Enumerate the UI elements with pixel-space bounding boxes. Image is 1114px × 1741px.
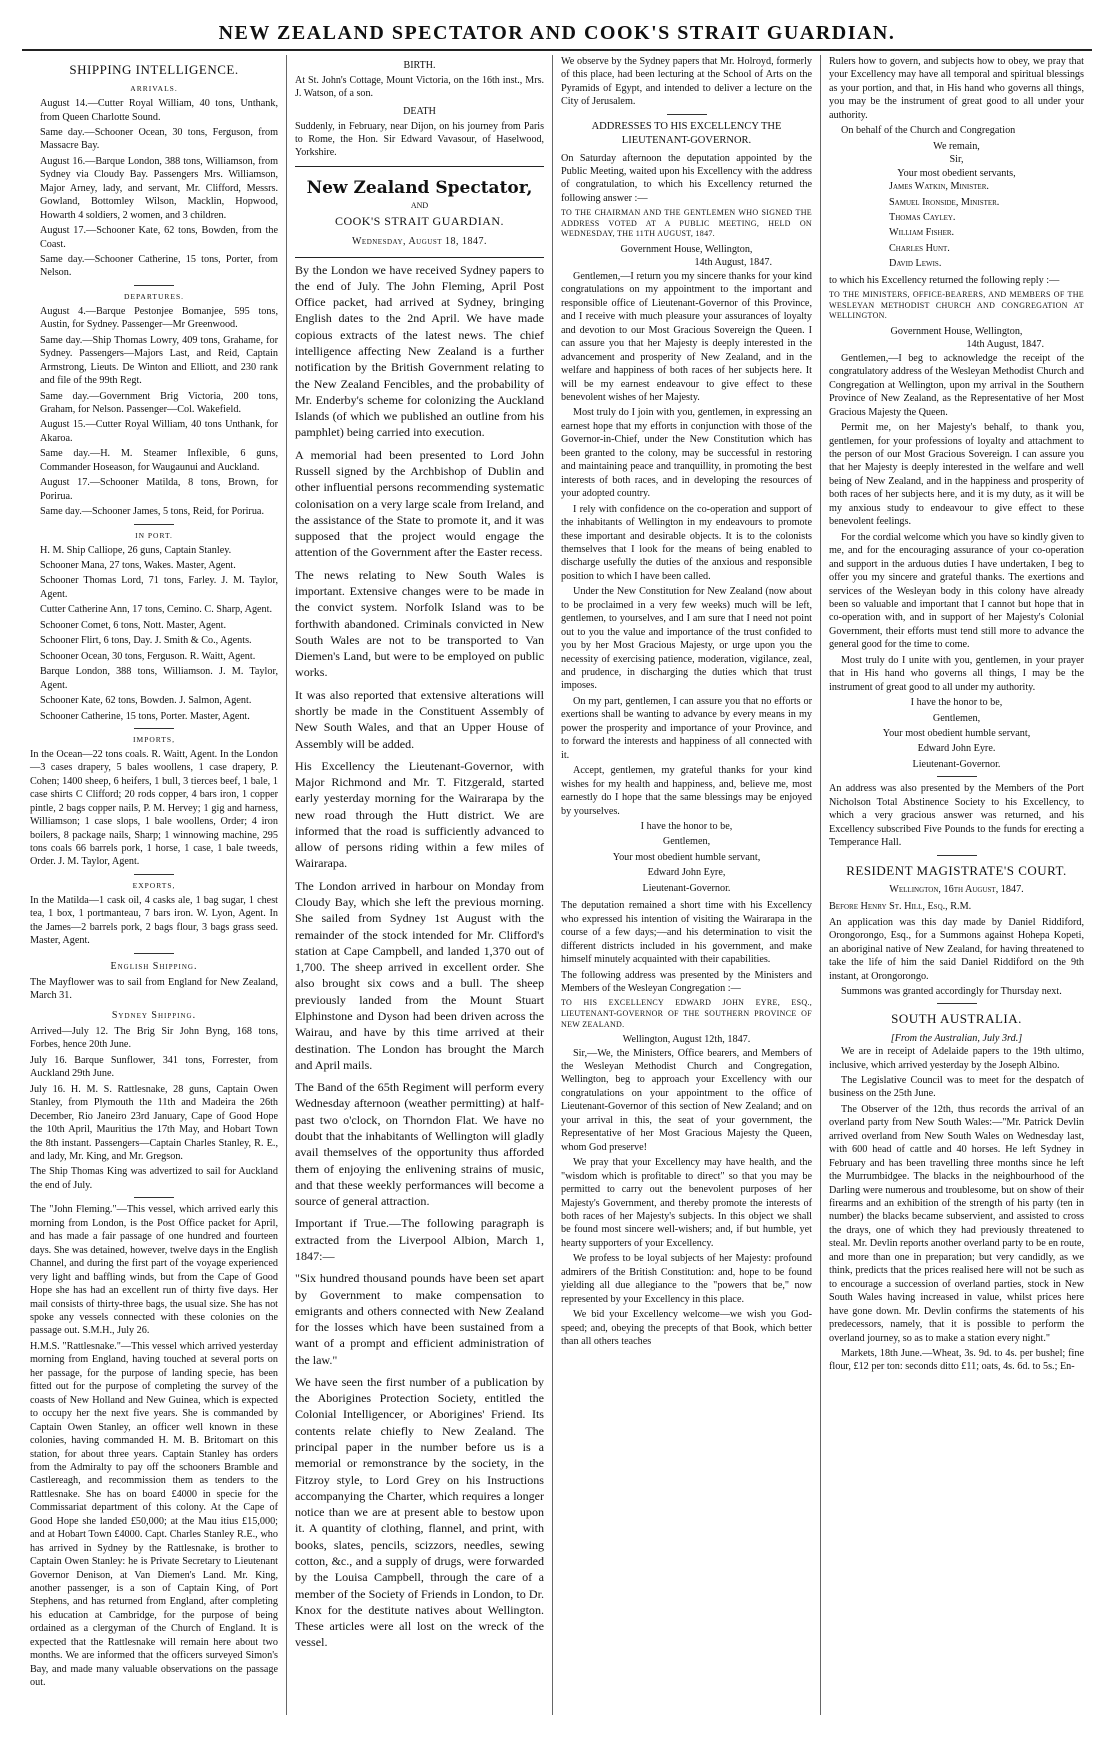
exports-heading: EXPORTS, — [132, 880, 176, 890]
rattlesnake-article: H.M.S. "Rattlesnake."—This vessel which arrived yesterday morning from England, having touched at several ports on her passage, for the purpose of landing specie, has been fitted out for the purpose of completing the survey of the coasts of New Holland and New Guinea, which is expected to occupy her the next five years. She is commanded by Captain Owen Stanley, an officer well known in these colonies, having commanded H. M. B. Britomart on this station, for about three years. Captain Stanley has orders from the Admiralty to pay off the schooners Bramble and Castlereagh, and recommission them as tenders to the Rattlesnake. She has on board £4000 in specie for the Commissariat department of this colony. At the Cape of Good Hope she landed £50,000; at the Mau itius £15,000; and at Hobart Town £4000. Capt. Charles Stanley R.E., who has arrived in Sydney by the Rattlesnake, is brother to Captain Owen Stanley: he is Private Secretary to Lieutenant Governor Denison, at Van Diemen's Land. Mr. King, another passenger, is a son of Captain King, of Port Stephens, and has returned from England, after completing his education at Cambridge, for the purpose of being ordained as a clergyman of the Church of England. It is expected that the Rattlesnake will remain here about two months. We are informed that the officers surveyed Simon's Bay, and made many valuable observations on the passage out. — [30, 1340, 278, 1689]
servants-line: Your most obedient servants, — [897, 167, 1016, 179]
paragraph: Edward John Eyre, — [647, 867, 726, 879]
rm-summons: Summons was granted accordingly for Thursday next. — [841, 985, 1062, 997]
rm-before: Before Henry St. Hill, Esq., R.M. — [829, 901, 972, 913]
editorial-and: AND — [410, 201, 429, 211]
divider — [937, 1003, 977, 1004]
paragraph: Same day.—Schooner Ocean, 30 tons, Ferguson, from Massacre Bay. — [40, 126, 278, 152]
reply-date: 14th August, 1847. — [966, 339, 1044, 351]
paragraph: Permit me, on her Majesty's behalf, to thank you, gentlemen, for your professions of loyalty and attachment to the person of our Most Gracious Sovereign. I can assure you that her Majesty is deeply interested in the welfare and well being of New Zealand, and in the happiness and prosperity of both races of her subjects here, and it is my duty, as it will be my anxious study to endeavour to give effect to these benevolent feelings. — [829, 422, 1084, 528]
paragraph: The Ship Thomas King was advertized to sail for Auckland the end of July. — [30, 1166, 278, 1191]
rm-application: An application was this day made by Daniel Riddiford, Orongorongo, Esq., for a Summons against Hohepa Kopeti, an aboriginal native of New Zealand, for having threatened to take the life of him the said Daniel Riddiford on the 9th instant, at Orongorongo. — [829, 916, 1084, 982]
temperance-paragraph: An address was also presented by the Members of the Port Nicholson Total Abstinence Society to his Excellency, to which a very gracious answer was returned, and his Excellency subscribed Five Pounds to the funds for erecting a Temperance Hall. — [829, 783, 1084, 849]
paragraph: Schooner Comet, 6 tons, Nott. Master, Agent. — [40, 619, 227, 631]
paragraph: Schooner Thomas Lord, 71 tons, Farley. J. M. Taylor, Agent. — [40, 575, 278, 600]
reply-letter — [561, 270, 812, 818]
paragraph: Gentlemen,—I beg to acknowledge the receipt of the congratulatory address of the Wesleyan Methodist Church and Congregation at Wellington, upon my arrival in the Southern Province of New Zealand, as the Representative of her Most Gracious Majesty the Queen. — [829, 352, 1084, 418]
paragraph: On my part, gentlemen, I can assure you that no efforts or exertions shall be wanting to advance by every means in my power the prosperity and importance of your Province, and to forward the interests and happiness of all connected with it. — [561, 695, 812, 761]
editorial-subtitle: COOK'S STRAIT GUARDIAN. — [334, 213, 505, 228]
south-australia-paras — [829, 1045, 1084, 1374]
sydney-list — [30, 1025, 278, 1192]
paragraph: July 16. H. M. S. Rattlesnake, 28 guns, Captain Owen Stanley, from Plymouth the 11th and Madeira the 26th December, Rio Janeiro 23rd January, Cape of Good Hope the 10th April, Mauritius the 17th May, and Hobart Town the 8th instant. Passengers—Captain Charles Stanley, R. E., and lady, Mr. King, and Mr. Gregson. — [30, 1083, 278, 1162]
editorial-date: Wednesday, August 18, 1847. — [351, 236, 488, 248]
deputation-remained-paragraph: The deputation remained a short time with his Excellency who expressed his intention of visiting the Wairarapa in the course of a few days;—and his determination to visit the different districts included in his government, and make himself minutely acquainted with their capabilities. — [561, 900, 812, 966]
paragraph: His Excellency the Lieutenant-Governor, with Major Richmond and Mr. T. Fitzgerald, started early yesterday morning for the Wairarapa by the new road through the Hutt district. We are informed that the road is sufficiently advanced to allow of persons riding within a few miles of Wairarapa. — [295, 758, 544, 871]
paragraph: David Lewis. — [889, 258, 942, 270]
paragraph: We profess to be loyal subjects of her Majesty: profound admirers of the British Constitution: and, hope to be found yielding all due allegiance to the "powers that be," now represented by your Excellency in this place. — [561, 1253, 812, 1305]
death-heading: DEATH — [403, 105, 436, 117]
paragraph: Thomas Cayley. — [889, 211, 956, 223]
english-shipping-text: The Mayflower was to sail from England for New Zealand, March 31. — [30, 976, 278, 1002]
paragraph: Accept, gentlemen, my grateful thanks for your kind wishes for my health and happiness, and, believe me, most earnestly do I hope that the same blessings may be enjoyed by yourselves. — [561, 765, 812, 817]
paragraph: The news relating to New South Wales is important. Extensive changes were to be made in the convict system. Norfolk Island was to be forthwith abandoned. Criminals convicted in New South Wales are not to be transported to Van Diemen's Land, but were to be employed on public works. — [295, 567, 544, 680]
paragraph: Important if True.—The following paragraph is extracted from the Liverpool Albion, March 1, 1847:— — [295, 1216, 544, 1263]
divider — [134, 874, 174, 875]
sydney-shipping-heading: Sydney Shipping. — [111, 1009, 197, 1021]
wesleyan-letter — [561, 1047, 812, 1349]
paragraph: Schooner Flirt, 6 tons, Day. J. Smith & Co., Agents. — [40, 635, 252, 647]
divider — [134, 1197, 174, 1198]
paragraph: August 14.—Cutter Royal William, 40 tons, Unthank, from Queen Charlotte Sound. — [40, 98, 278, 123]
wesleyan-letter-continued: Rulers how to govern, and subjects how to obey, we pray that your Excellency may have all temporal and spiritual blessings as your portion, and that, in His hand who governs all things, you may be the instrument of great good to all under your authority. — [829, 56, 1084, 121]
south-australia-heading: SOUTH AUSTRALIA. — [891, 1011, 1022, 1027]
imports-text: In the Ocean—22 tons coals. R. Waitt, Agent. In the London—3 cases drapery, 5 bales woollens, 1 case drapery, P. Cohen; 1400 sheep, 6 heifers, 1 bull, 3 tierces beef, 1 bale, 1 case shirts C Clifford; 20 rods copper, 4 bars iron, 1 copper pintle, 2 bags copper nails, P. M. Hervey; 1 gig and harness, Williamson; 1 case slops, 1 bale woollens, Order; 4 iron boilers, 8 package nails, Sharp; 1 winnowing machine, 295 tons coals 66 barrels pork, 1 horse, 1 case, 1 bale tweeds, Order. J. M. Taylor, Agent. — [30, 748, 278, 868]
paragraph: Lieutenant-Governor. — [642, 882, 731, 894]
paragraph: Most truly do I unite with you, gentlemen, in your prayer that in His hand who governs all things, I may be the instrument of great good to all under my authority. — [829, 654, 1084, 693]
paragraph: It was also reported that extensive alterations will shortly be made in the Constituent Assembly of New South Wales, and that an Upper House of Assembly will be added. — [295, 687, 544, 751]
paragraph: I have the honor to be, — [910, 697, 1003, 709]
paragraph: We bid your Excellency welcome—we wish you God-speed; and, obeying the precepts of that Book, which better than all others teaches — [561, 1309, 812, 1348]
paragraph: Your most obedient humble servant, — [882, 728, 1031, 740]
wesleyan-place: Wellington, August 12th, 1847. — [622, 1034, 751, 1046]
departures-heading: DEPARTURES. — [123, 291, 185, 301]
paragraph: Schooner Kate, 62 tons, Bowden. J. Salmon, Agent. — [40, 695, 252, 707]
south-australia-source: [From the Australian, July 3rd.] — [890, 1032, 1023, 1044]
wesleyan-recipient: TO HIS EXCELLENCY EDWARD JOHN EYRE, ESQ., LIEUTENANT-GOVERNOR OF THE SOUTHERN PROVINCE OF NEW ZEALAND. — [561, 998, 812, 1029]
column-shipping — [22, 55, 286, 1715]
paragraph: August 4.—Barque Pestonjee Bomanjee, 595 tons, Austin, for Sydney. Passenger—Mr Greenwood. — [40, 305, 278, 331]
divider — [134, 524, 174, 525]
divider — [295, 166, 544, 167]
paragraph: Cutter Catherine Ann, 17 tons, Cemino. C. Sharp, Agent. — [40, 604, 273, 616]
paragraph: Most truly do I join with you, gentlemen, in expressing an earnest hope that my efforts in conjunction with those of the Governor-in-Chief, under the New Constitution which has been granted to the colony, may be successful in restoring and maintaining peace and tranquillity, in promoting the best interests of both races, and in developing the resources of your adopted country. — [561, 407, 812, 500]
column-editorial — [286, 55, 552, 1715]
rm-date: Wellington, 16th August, 1847. — [889, 883, 1024, 895]
paragraph: Same day.—H. M. Steamer Inflexible, 6 guns, Commander Hoseason, for Waugaunui and Auckland. — [40, 448, 278, 473]
we-remain: We remain, — [933, 140, 980, 152]
paragraph: August 16.—Barque London, 388 tons, Williamson, from Sydney via Cloudy Bay. Passengers Mrs. Williamson, Major Arney, lady, and servant, Mr. Clifford, Messrs. Gowland, Bottomley Wilson, Macklin, Hopwood, Howarth 4 soldiers, 2 women, and 3 children. — [40, 155, 278, 221]
wesleyan-intro: The following address was presented by the Ministers and Members of the Wesleyan Congregation :— — [561, 969, 812, 994]
inport-list — [30, 544, 278, 723]
reply-intro: to which his Excellency returned the following reply :— — [829, 274, 1060, 286]
paragraph: I rely with confidence on the co-operation and support of the inhabitants of Wellington in my endeavours to promote these important and desirable objects. It is to the colonists themselves that I look for the means of being enabled to discharge usefully the duties of the anxious and responsible position to which I have been called. — [561, 503, 812, 582]
paragraph: Charles Hunt. — [889, 242, 950, 254]
paragraph: We pray that your Excellency may have health, and the "wisdom which is profitable to direct" so that you may be permitted to carry out the benevolent purposes of her Majesty's Government, and thereby promote the interests of both races of her Majesty's subjects. In this object we shall be found most sincere well-wishers; and, if but humble, yet hearty supporters of your Excellency. — [561, 1157, 812, 1249]
paragraph: Markets, 18th June.—Wheat, 3s. 9d. to 4s. per bushel; fine flour, £12 per ton: seconds ditto £11; oats, 4s. 6d. to 5s.; En- — [829, 1348, 1084, 1373]
paragraph: The Observer of the 12th, thus records the arrival of an overland party from New South Wales:—"Mr. Patrick Devlin arrived overland from New South Wales on Wednesday last, with 600 head of cattle and 40 horses. He left Sydney in February and has been travelling three months since he left the Murrumbidgee. The blacks in the neighbourhood of the Darling were numerous and troublesome, but on show of their firearms and an exhibition of the strength of his party (ten in number) the blacks became subservient, and assisted to cross the drays, one of which they had previously threatened to steal. Mr. Devlin reports another overland party to be en route, and more than one in preparation; but very candidly, as we think, predicts that the prices realised here will not be such as to encourage a succession of overland parties, stock in New South Wales having increased in value, whilst prices here have gone down. Mr. Devlin confirms the statements of his predecessors, namely, that it is possible to perform the overland journey, so as to make a station every night." — [829, 1103, 1084, 1344]
letter-date: 14th August, 1847. — [694, 257, 772, 269]
paragraph: Under the New Constitution for New Zealand (now about to be proclaimed in a very few weeks) much will be left, gentlemen, to yourselves, and I am sure that I need not point out to you the value and importance of the trust confided to you by her Most Gracious Majesty, or urge upon you the necessity of exercising patience, moderation, vigilance, zeal, and prudence, in discharging the duties which that trust imposes. — [561, 586, 812, 692]
paragraph: Sir,—We, the Ministers, Office bearers, and Members of the Wesleyan Methodist Church and Congregation, Wellington, beg to approach your Excellency with our congratulations on your appointment to the office of Lieutenant-Governor of this section of New Zealand; and on your arrival in this, the seat of your government, the Representative of her Most Gracious Majesty the Queen, whom God preserve! — [561, 1047, 812, 1153]
divider — [937, 855, 977, 856]
john-fleming-article: The "John Fleming."—This vessel, which arrived early this morning from London, is the Post Office packet for April, and has made a fair passage of one hundred and fourteen days. She was detained, however, twelve days in the English Channel, and during the first part of the voyage experienced very light and baffling winds, but from the Cape of Good Hope she has had an excellent run of thirty five days. Her mail consists of thirty-three bags, the usual size. She has not spoke any vessels connected with these colonies on the passage out. S.M.H., July 26. — [30, 1204, 278, 1337]
paragraph: Samuel Ironside, Minister. — [889, 196, 1000, 208]
paragraph: James Watkin, Minister. — [889, 181, 989, 193]
paragraph: Gentlemen,—I return you my sincere thanks for your kind congratulations on my appointment to the important and responsible office of Lieutenant-Governor of this Province, and I receive with much pleasure your assurances of loyalty and devotion to our Most Gracious Sovereign the Queen. I can assure you that her Majesty is deeply interested in the advancement and prosperity of New Zealand, and in the welfare and happiness of both races of her subjects here. It will be my earnest endeavour to give effect to these benevolent wishes of her Majesty. — [561, 270, 812, 403]
column-continued — [820, 55, 1092, 1715]
paragraph: A memorial had been presented to Lord John Russell signed by the Archbishop of Dublin and other influential persons recommending systematic colonisation on a very large scale from Ireland, and the assistance of the State to promote it, and it was supposed that the project would engage the attention of the Government after the Easter recess. — [295, 447, 544, 560]
resident-magistrate-heading: RESIDENT MAGISTRATE'S COURT. — [846, 862, 1067, 878]
paragraph: H. M. Ship Calliope, 26 guns, Captain Stanley. — [40, 544, 232, 556]
paragraph: William Fisher. — [889, 227, 955, 239]
addresses-heading: ADDRESSES TO HIS EXCELLENCY THE LIEUTENANT-GOVERNOR. — [591, 120, 782, 146]
paragraph: Same day.—Schooner James, 5 tons, Reid, for Porirua. — [40, 506, 264, 518]
column-addresses — [552, 55, 820, 1715]
reply-recipient: TO THE MINISTERS, OFFICE-BEARERS, AND MEMBERS OF THE WESLEYAN METHODIST CHURCH AND CONGREGATION AT WELLINGTON. — [829, 290, 1084, 321]
address-recipients: TO THE CHAIRMAN AND THE GENTLEMEN WHO SIGNED THE ADDRESS VOTED AT A PUBLIC MEETING, HELD ON WEDNESDAY, THE 11TH AUGUST, 1847. — [561, 208, 812, 239]
divider — [295, 257, 544, 258]
paragraph: August 17.—Schooner Kate, 62 tons, Bowden, from the Coast. — [40, 225, 278, 250]
editorial-title: New Zealand Spectator, — [306, 177, 533, 198]
masthead-rule — [22, 49, 1092, 51]
paragraph: The Band of the 65th Regiment will perform every Wednesday afternoon (weather permitting) at half-past two o'clock, on Thorndon Flat. We have no doubt that the inhabitants of Wellington will gladly avail themselves of the opportunity thus afforded them of enjoying the enlivening strains of music, and that these weekly performances will become a source of general attraction. — [295, 1080, 544, 1209]
paragraph: Edward John Eyre. — [917, 743, 996, 755]
editorial-paragraphs — [295, 262, 544, 1651]
paragraph: Same day.—Ship Thomas Lowry, 409 tons, Grahame, for Sydney. Passengers—Majors Last, and Reid, Captain Armstrong, Lieuts. De Winton and Elliott, and 230 rank and file of the 99th Regt. — [40, 334, 278, 387]
paragraph: Schooner Catherine, 15 tons, Porter. Master, Agent. — [40, 710, 250, 722]
paragraph: August 17.—Schooner Matilda, 8 tons, Brown, for Porirua. — [40, 477, 278, 502]
divider — [134, 285, 174, 286]
paragraph: Gentlemen, — [662, 836, 711, 848]
arrivals-list — [30, 97, 278, 280]
divider — [134, 728, 174, 729]
paragraph: For the cordial welcome which you have so kindly given to me, and for the encouraging assurance of your co-operation and support in the arduous duties I have undertaken, I beg to offer you my sincere and grateful thanks. The exertions and services of the Wesleyan body in this colony have already been so valuable and important that I cannot but hope that in co-operation with, and in support of her Majesty's Colonial Government, their efforts must tend still more to advance the general good for the time to come. — [829, 531, 1084, 651]
arrivals-heading: ARRIVALS. — [130, 84, 178, 94]
paragraph: Same day.—Government Brig Victoria, 200 tons, Graham, for Nelson. Passenger—Col. Wakefield. — [40, 390, 278, 415]
reply-closing — [829, 696, 1084, 771]
columns — [22, 55, 1092, 1715]
death-notice: Suddenly, in February, near Dijon, on his journey from Paris to Rome, the Hon. Sir Edward Vavasour, of Haselwood, Yorkshire. — [295, 120, 544, 159]
paragraph: Gentlemen, — [932, 712, 981, 724]
letter-closing — [561, 820, 812, 895]
paragraph: Barque London, 388 tons, Williamson. J. M. Taylor, Agent. — [40, 666, 278, 691]
birth-notice: At St. John's Cottage, Mount Victoria, on the 16th inst., Mrs. J. Watson, of a son. — [295, 75, 544, 100]
on-behalf: On behalf of the Church and Congregation — [841, 125, 1016, 137]
paragraph: Arrived—July 12. The Brig Sir John Byng, 168 tons, Forbes, hence 20th June. — [30, 1025, 278, 1051]
divider — [937, 776, 977, 777]
reply-letter-wesleyan — [829, 352, 1084, 694]
masthead: NEW ZEALAND SPECTATOR AND COOK'S STRAIT GUARDIAN. — [218, 22, 896, 44]
salutation-sir: Sir, — [949, 154, 964, 166]
paragraph: Schooner Mana, 27 tons, Wakes. Master, Agent. — [40, 559, 236, 571]
exports-text: In the Matilda—1 cask oil, 4 casks ale, 1 bag sugar, 1 chest tea, 1 box, 1 portmanteau, 7 bars iron. W. Lyon, Agent. In the James—2 barrels pork, 2 bags flour, 3 bags grass seed. Master, Agent. — [30, 894, 278, 947]
english-shipping-heading: English Shipping. — [110, 960, 198, 972]
paragraph: Same day.—Schooner Catherine, 15 tons, Porter, from Nelson. — [40, 254, 278, 279]
deputation-paragraph: On Saturday afternoon the deputation appointed by the Public Meeting, waited upon his Excellency with the address of congratulation, to which his Excellency returned the following answer :— — [561, 152, 812, 204]
reply-place: Government House, Wellington, — [890, 325, 1023, 337]
paragraph: By the London we have received Sydney papers to the end of July. The John Fleming, April Post Office packet, had arrived at Sydney, bringing English dates to the 2nd April. We have made copious extracts of the latest news. The chief intelligence affecting New Zealand is a further notification by the British Government relating to the New Zealand Fencibles, and the probability of Mr. Enderby's scheme for colonizing the Auckland Islands (of which we published an outline from his pamphlet) being carried into execution. — [295, 262, 544, 440]
paragraph: I have the honor to be, — [640, 821, 733, 833]
departures-list — [30, 305, 278, 519]
inport-heading: IN PORT. — [135, 530, 173, 540]
divider — [667, 114, 707, 115]
imports-heading: IMPORTS, — [133, 734, 175, 744]
shipping-heading: SHIPPING INTELLIGENCE. — [69, 62, 239, 77]
signers-list — [829, 180, 1084, 271]
paragraph: July 16. Barque Sunflower, 341 tons, Forrester, from Auckland 29th June. — [30, 1054, 278, 1080]
paragraph: We have seen the first number of a publication by the Aborigines Protection Society, entitled the Colonial Intelligencer, or Aborigines' Friend. Its contents relate chiefly to New Zealand. The principal paper in the number before us is a memorial or remonstrance by the society, in the Fitzroy style, to Lord Grey on his Instructions accompanying the Charter, which requires a longer notice than we are at present able to bestow upon it. A quantity of clothing, flannel, and print, with books, slates, pencils, scizzors, needles, sewing cotton, &c., and a supply of drugs, were forwarded by the Louisa Campbell, through the care of a member of the Society of Friends in London, to Dr. Knox for the destitute natives about Wellington. These articles were all lost on the wreck of the vessel. — [295, 1374, 544, 1650]
paragraph: August 15.—Cutter Royal William, 40 tons Unthank, for Akaroa. — [40, 419, 278, 444]
divider — [134, 953, 174, 954]
paragraph: Schooner Ocean, 30 tons, Ferguson. R. Waitt, Agent. — [40, 650, 256, 662]
birth-heading: BIRTH. — [403, 60, 436, 71]
paragraph: The Legislative Council was to meet for the despatch of business on the 25th June. — [829, 1074, 1084, 1100]
paragraph: "Six hundred thousand pounds have been set apart by Government to make compensation to emigrants and others connected with New Zealand for the losses which have been sustained from a want of a prompt and efficient administration of the law." — [295, 1271, 544, 1367]
letter-place: Government House, Wellington, — [620, 243, 753, 255]
paragraph: Your most obedient humble servant, — [612, 851, 761, 863]
paragraph: Lieutenant-Governor. — [912, 758, 1001, 770]
paragraph: We are in receipt of Adelaide papers to the 19th ultimo, inclusive, which arrived yesterday by the Joseph Albino. — [829, 1046, 1084, 1071]
holroyd-paragraph: We observe by the Sydney papers that Mr. Holroyd, formerly of this place, had been lecturing at the School of Arts on the Pyramids of Egypt, and intended to deliver a lecture on the City of Jerusalem. — [561, 56, 812, 108]
paragraph: The London arrived in harbour on Monday from Cloudy Bay, which she left the previous morning. She sailed from Sydney 1st August with the remainder of the stock intended for Mr. Clifford's station at Cape Campbell, and landed 1,370 out of 1,700. The sheep arrived in excellent order. She also brought six cows and a bull. The sheep previously landed from the Mount Stuart Elphinstone and Dyson had been driven across the Wairau, and have by this time arrived at their destination. The London has brought the March and April mails. — [295, 878, 544, 1072]
